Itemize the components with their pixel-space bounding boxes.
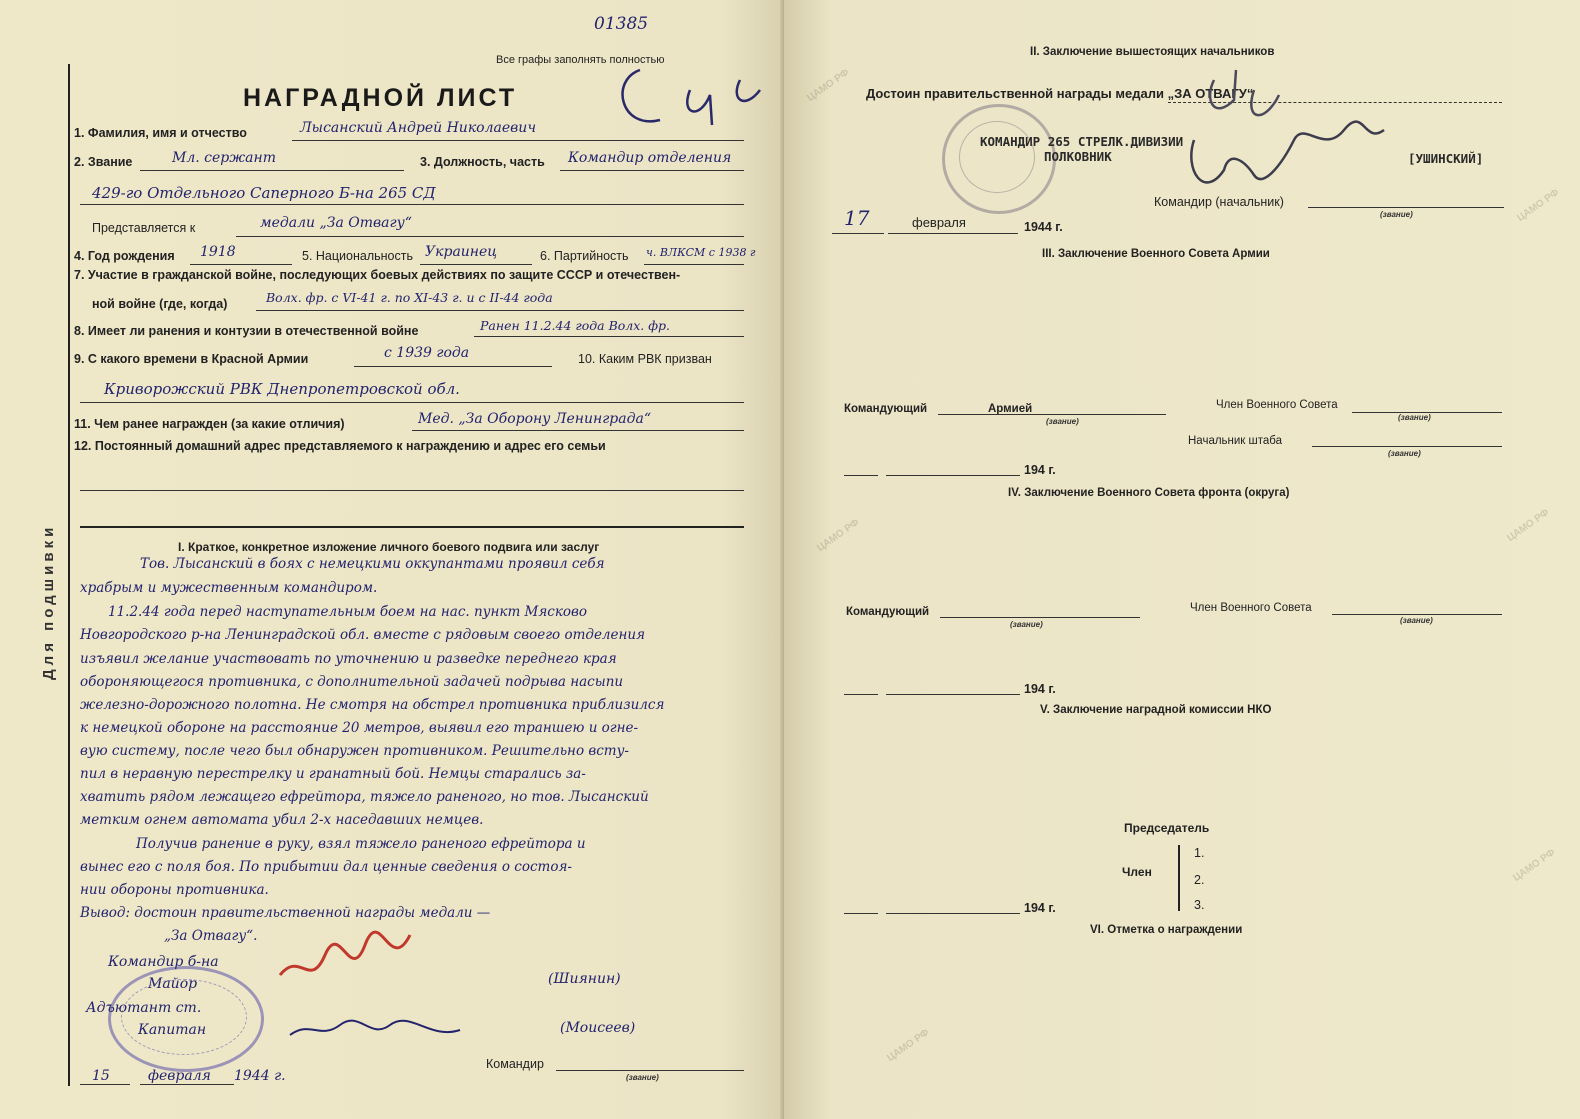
narrative-line-14: вынес его с поля боя. По прибытии дал ценные сведения о состоя- <box>80 859 572 875</box>
s4-date-day-line <box>844 694 878 695</box>
field-12-label: 12. Постоянный домашний адрес представляемого к награждению и адрес его семьи <box>74 439 606 453</box>
field-10-value: Криворожский РВК Днепропетровской обл. <box>104 380 460 398</box>
s4-member-line <box>1332 614 1502 615</box>
commission-member: Член <box>1122 865 1152 879</box>
s2-date-day: 17 <box>844 206 870 230</box>
red-signature <box>280 932 410 975</box>
commander-line-left <box>556 1070 744 1071</box>
signer-1-rank: Майор <box>148 976 198 992</box>
date-day-left: 15 <box>92 1068 110 1084</box>
s4-date-month-line <box>886 694 1020 695</box>
watermark-4: ЦАМО РФ <box>815 517 862 554</box>
s5-date-day-line <box>844 913 878 914</box>
s4-commander: Командующий <box>846 606 930 618</box>
narrative-line-6: обороняющегося противника, с дополнительной задачей подрыва насыпи <box>80 674 624 690</box>
field-6-label: 6. Партийность <box>540 249 629 263</box>
left-page <box>0 0 784 1119</box>
narrative-line-8: к немецкой обороне на расстояние 20 метров, выявил его траншею и огне- <box>80 720 639 736</box>
section-2-text: Достоин правительственной награды медали „ЗА ОТВАГУ“ <box>866 86 1254 101</box>
s4-member: Член Военного Совета <box>1190 602 1312 614</box>
s3-date-day-line <box>844 475 878 476</box>
narrative-line-1: Тов. Лысанский в боях с немецкими оккупантами проявил себя <box>140 556 605 572</box>
stamp-line-1: КОМАНДИР 265 СТРЕЛК.ДИВИЗИИ <box>980 134 1184 149</box>
handwritten-marks-right <box>784 0 1580 1119</box>
field-8-label: 8. Имеет ли ранения и контузии в отечественной войне <box>74 324 419 338</box>
archive-number: 01385 <box>594 14 649 34</box>
s3-date-year: 194 г. <box>1024 463 1056 477</box>
date-month-left: февраля <box>148 1068 211 1084</box>
field-3-value-unit: 429-го Отдельного Саперного Б-на 265 СД <box>92 184 436 202</box>
commander-label-left: Командир <box>486 1057 544 1071</box>
field-5-value: Украинец <box>425 244 498 260</box>
s2-date-year: 1944 г. <box>1024 220 1063 234</box>
narrative-line-17: „За Отвагу“. <box>164 928 258 944</box>
s3-date-month-line <box>886 475 1020 476</box>
zvanie-s3-member: (звание) <box>1398 413 1431 422</box>
date-year-left: 1944 г. <box>234 1068 286 1084</box>
field-7-label: 7. Участие в гражданской войне, последующих боевых действиях по защите СССР и отечествен- <box>74 268 681 282</box>
narrative-line-3: 11.2.44 года перед наступательным боем на нас. пункт Мясково <box>108 604 588 620</box>
s3-commander-line <box>938 414 1166 415</box>
field-6-value: ч. ВЛКСМ с 1938 г <box>646 246 756 259</box>
present-value: медали „За Отвагу“ <box>260 215 412 231</box>
fill-note: Все графы заполнять полностью <box>496 54 665 66</box>
margin-label: Для подшивки <box>40 523 57 680</box>
watermark-3: ЦАМО РФ <box>1505 507 1552 544</box>
field-8-value: Ранен 11.2.44 года Волх. фр. <box>480 318 671 333</box>
s2-date-month: февраля <box>912 215 966 230</box>
narrative-line-11: хватить рядом лежащего ефрейтора, тяжело раненого, но тов. Лысанский <box>80 789 649 805</box>
narrative-line-2: храбрым и мужественным командиром. <box>80 580 378 596</box>
field-7-label-2: ной войне (где, когда) <box>92 297 228 311</box>
zvanie-right-1: (звание) <box>1380 210 1413 219</box>
stamp-line-2: ПОЛКОВНИК <box>1044 149 1112 164</box>
field-9-value: с 1939 года <box>384 345 470 361</box>
date-day-line-left <box>80 1084 130 1085</box>
member-2: 2. <box>1194 873 1205 887</box>
field-10-label: 10. Каким РВК призван <box>578 352 712 366</box>
narrative-line-12: метким огнем автомата убил 2-х наседавших немцев. <box>80 812 484 828</box>
signer-2-rank: Капитан <box>138 1022 207 1038</box>
signer-1-title: Командир б-на <box>108 954 219 970</box>
section-5-title: V. Заключение наградной комиссии НКО <box>1040 704 1272 716</box>
s3-commander: Командующий <box>844 403 928 415</box>
present-label: Представляется к <box>92 221 196 235</box>
narrative-line-10: пил в неравную перестрелку и гранатный бой. Немцы старались за- <box>80 766 586 782</box>
field-9-label: 9. С какого времени в Красной Армии <box>74 352 309 366</box>
field-2-value: Мл. сержант <box>172 150 276 166</box>
corner-signature-mark <box>623 70 760 125</box>
stamp-name: [УШИНСКИЙ] <box>1408 151 1484 166</box>
commander-label-right: Командир (начальник) <box>1154 195 1284 209</box>
commission-bracket <box>1178 845 1180 911</box>
narrative-line-4: Новгородского р-на Ленинградской обл. вместе с рядовым своего отделения <box>80 627 646 643</box>
narrative-line-9: вую систему, после чего был обнаружен противником. Решительно всту- <box>80 743 629 759</box>
zvanie-s4-member: (звание) <box>1400 616 1433 625</box>
watermark-6: ЦАМО РФ <box>885 1027 932 1064</box>
s5-date-year: 194 г. <box>1024 901 1056 915</box>
s4-date-year: 194 г. <box>1024 682 1056 696</box>
narrative-line-13: Получив ранение в руку, взял тяжело раненого ефрейтора и <box>136 836 586 852</box>
zvanie-s3-commander: (звание) <box>1046 417 1079 426</box>
field-2-label: 2. Звание <box>74 155 133 169</box>
s3-army: Армией <box>988 403 1033 415</box>
commander-line-right <box>1308 207 1504 208</box>
field-11-label: 11. Чем ранее награжден (за какие отличия) <box>74 417 345 431</box>
field-3-label: 3. Должность, часть <box>420 155 545 169</box>
field-4-value: 1918 <box>200 244 236 260</box>
section-1-title: I. Краткое, конкретное изложение личного боевого подвига или заслуг <box>178 540 600 554</box>
watermark-2: ЦАМО РФ <box>1515 187 1562 224</box>
s2-date-day-line <box>832 233 884 234</box>
section-3-title: III. Заключение Военного Совета Армии <box>1042 248 1270 260</box>
s4-commander-line <box>940 617 1140 618</box>
handwritten-marks-left <box>0 0 784 1119</box>
section-4-title: IV. Заключение Военного Совета фронта (округа) <box>1008 487 1290 499</box>
s3-member: Член Военного Совета <box>1216 399 1338 411</box>
page-title: НАГРАДНОЙ ЛИСТ <box>243 84 518 112</box>
approval-mark <box>1210 70 1279 115</box>
section-6-title: VI. Отметка о награждении <box>1090 924 1243 936</box>
zvanie-s4-commander: (звание) <box>1010 620 1043 629</box>
s5-date-month-line <box>886 913 1020 914</box>
blue-signature <box>290 1021 460 1035</box>
narrative-line-16: Вывод: достоин правительственной награды медали — <box>80 905 491 921</box>
field-5-label: 5. Национальность <box>302 249 413 263</box>
field-1-value: Лысанский Андрей Николаевич <box>300 120 537 136</box>
field-1-label: 1. Фамилия, имя и отчество <box>74 126 247 140</box>
watermark-1: ЦАМО РФ <box>805 67 852 104</box>
field-7-value: Волх. фр. с VI-41 г. по XI-43 г. и с II-44 года <box>266 290 553 305</box>
commission-chairman: Председатель <box>1124 821 1210 835</box>
date-month-line-left <box>140 1084 234 1085</box>
right-page <box>784 0 1580 1119</box>
s3-chief-line <box>1312 446 1502 447</box>
field-3-value: Командир отделения <box>568 150 732 166</box>
zvanie-s3-chief: (звание) <box>1388 449 1421 458</box>
zvanie-left: (звание) <box>626 1073 659 1082</box>
field-11-value: Мед. „За Оборону Ленинграда“ <box>418 411 651 427</box>
field-4-label: 4. Год рождения <box>74 249 175 263</box>
s3-chief: Начальник штаба <box>1188 435 1283 447</box>
s2-date-month-line <box>888 233 1018 234</box>
narrative-line-7: железно-дорожного полотна. Не смотря на обстрел противника приблизился <box>80 697 665 713</box>
colonel-signature <box>1191 122 1384 183</box>
narrative-line-15: нии обороны противника. <box>80 882 269 898</box>
signer-1-name: (Шиянин) <box>548 971 621 987</box>
signer-2-title: Адъютант ст. <box>86 1000 202 1016</box>
narrative-line-5: изъявил желание участвовать по уточнению и разведке переднего края <box>80 651 617 667</box>
section-2-title: II. Заключение вышестоящих начальников <box>1030 46 1275 58</box>
member-1: 1. <box>1194 846 1205 860</box>
signer-2-name: (Моисеев) <box>560 1020 636 1036</box>
member-3: 3. <box>1194 898 1205 912</box>
watermark-5: ЦАМО РФ <box>1511 847 1558 884</box>
